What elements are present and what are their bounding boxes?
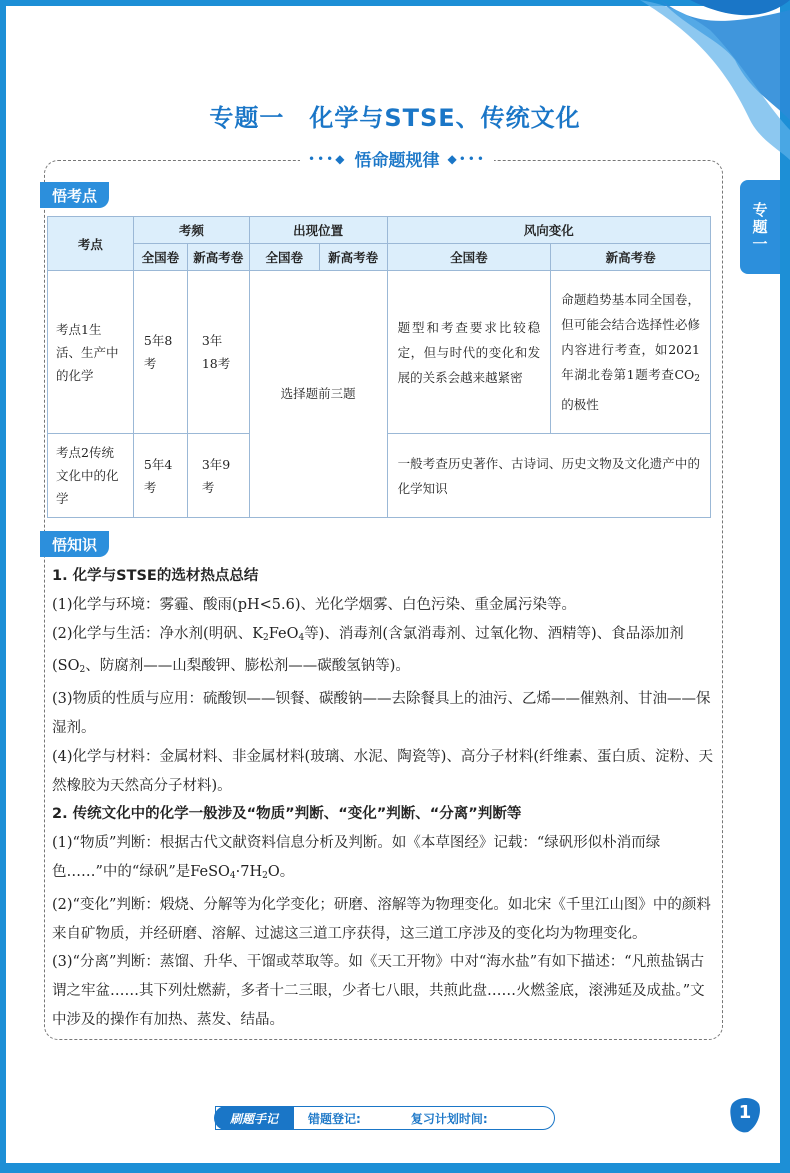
review-plan-label: 复习计划时间:	[410, 1111, 488, 1126]
exam-points-table	[47, 216, 711, 518]
item-2-2: (2)“变化”判断：煅烧、分解等为化学变化；研磨、溶解等为物理变化。如北宋《千里江山图》中的颜料来自矿物质，并经研磨、溶解、过滤这三道工序获得，这三道工序涉及的变化均为物理变化。	[52, 896, 711, 942]
subheader-quanguo: 全国卷	[133, 244, 187, 271]
page-number: 1	[738, 1102, 752, 1123]
subheader-quanguo: 全国卷	[249, 244, 319, 271]
knowledge-content	[52, 562, 716, 1035]
row2-point: 考点2传统文化中的化学	[48, 434, 134, 518]
brush-decoration	[620, 0, 790, 170]
section-heading	[300, 146, 494, 171]
error-register-label: 错题登记:	[308, 1111, 361, 1126]
ornament-left-icon: •••◆	[308, 151, 347, 166]
page-number-badge	[728, 1096, 762, 1134]
subheader-quanguo: 全国卷	[387, 244, 551, 271]
row1-xingaokao-freq: 3年18考	[187, 271, 249, 434]
chapter-side-tab: 专题一	[740, 180, 780, 274]
item-2-1: (1)“物质”判断：根据古代文献资料信息分析及判断。如《本草图经》记载：“绿矾形似朴消而绿色……”中的“绿矾”是$FeSO_4\cdot 7H_2O$。	[52, 835, 661, 881]
notes-footer	[215, 1106, 555, 1130]
item-2-3: (3)“分离”判断：蒸馏、升华、干馏或萃取等。如《天工开物》中对“海水盐”有如下描述：“凡煎盐锅古谓之牢盆……其下列灶燃薪，多者十二三眼，少者七八眼，共煎此盘……火燃釜底，滚沸延及成盐。”文中涉及的操作有加热、蒸发、结晶。	[52, 954, 705, 1028]
footer-brand: 刷题手记	[214, 1106, 294, 1130]
item-1-1: (1)化学与环境：雾霾、酸雨(pH<5.6)、光化学烟雾、白色污染、重金属污染等。	[52, 596, 576, 613]
badge-kaodian: 悟考点	[40, 182, 109, 208]
ornament-right-icon: ◆•••	[447, 151, 486, 166]
subheader-xingaokao: 新高考卷	[187, 244, 249, 271]
header-fengxiang: 风向变化	[387, 217, 710, 244]
position-cell: 选择题前三题	[249, 271, 387, 518]
subheader-xingaokao: 新高考卷	[551, 244, 711, 271]
row2-trend: 一般考查历史著作、古诗词、历史文物及文化遗产中的化学知识	[387, 434, 710, 518]
header-kaodian: 考点	[48, 217, 134, 271]
item-1-4: (4)化学与材料：金属材料、非金属材料(玻璃、水泥、陶瓷等)、高分子材料(纤维素、蛋白质、淀粉、天然橡胶为天然高分子材料)。	[52, 748, 714, 794]
row2-xingaokao-freq: 3年9考	[187, 434, 249, 518]
row1-trend-quanguo: 题型和考查要求比较稳定，但与时代的变化和发展的关系会越来越紧密	[387, 271, 551, 434]
item-1-3: (3)物质的性质与应用：硫酸钡——钡餐、碳酸钠——去除餐具上的油污、乙烯——催熟剂、甘油——保湿剂。	[52, 691, 711, 736]
row1-quanguo-freq: 5年8考	[133, 271, 187, 434]
header-kaopin: 考频	[133, 217, 249, 244]
header-weizhi: 出现位置	[249, 217, 387, 244]
row1-trend-xingaokao: 命题趋势基本同全国卷，但可能会结合选择性必修内容进行考查，如2021年湖北卷第1题考查$CO_2$的极性	[551, 271, 711, 434]
row1-point: 考点1生活、生产中的化学	[48, 271, 134, 434]
row2-quanguo-freq: 5年4考	[133, 434, 187, 518]
badge-zhishi: 悟知识	[40, 531, 109, 557]
item-1-2: (2)化学与生活：净水剂(明矾、$K_2FeO_4$等)、消毒剂(含氯消毒剂、过氧化物、酒精等)、食品添加剂($SO_2$、防腐剂——山梨酸钾、膨松剂——碳酸氢钠等)。	[52, 625, 684, 676]
section-heading-text: 悟命题规律	[354, 151, 440, 171]
page-title: 专题一 化学与STSE、传统文化	[209, 104, 581, 132]
subheader-xingaokao: 新高考卷	[319, 244, 387, 271]
section1-heading: 1. 化学与STSE的选材热点总结	[52, 568, 259, 584]
section2-heading: 2. 传统文化中的化学一般涉及“物质”判断、“变化”判断、“分离”判断等	[52, 806, 522, 823]
